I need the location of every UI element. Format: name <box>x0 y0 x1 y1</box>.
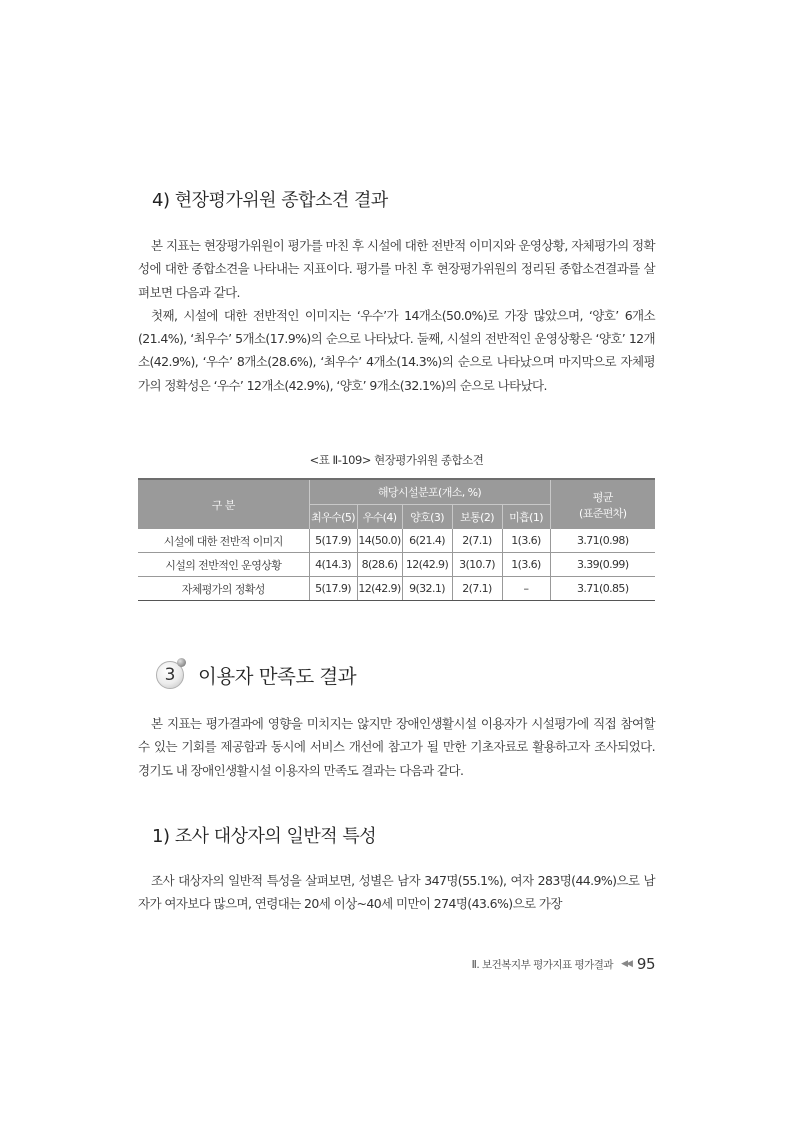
paragraph: 조사 대상자의 일반적 특성을 살펴보면, 성별은 남자 347명(55.1%), 여자 283명(44.9%)으로 남자가 여자보다 많으며, 연령대는 20세 이상~40세 미만이 274명(43.6%)으로 가장 <box>138 873 655 912</box>
section3-body <box>138 712 655 782</box>
table-cell: 12(42.9) <box>402 553 452 577</box>
page-footer <box>472 955 655 973</box>
table-cell: 9(32.1) <box>402 577 452 601</box>
header-average <box>550 479 655 529</box>
section-number-badge <box>156 661 184 689</box>
table-cell: 1(3.6) <box>502 553 550 577</box>
average-cell: 3.71(0.85) <box>550 577 655 601</box>
header-col: 최우수(5) <box>309 505 357 530</box>
section-number: 3 <box>164 665 176 685</box>
paragraph: 본 지표는 현장평가위원이 평가를 마친 후 시설에 대한 전반적 이미지와 운영상황, 자체평가의 정확성에 대한 종합소견을 나타내는 지표이다. 평가를 마친 후 현장평가위원의 정리된 종합소견결과를 살펴보면 다음과 같다. <box>138 238 655 300</box>
table-cell: 3(10.7) <box>452 553 502 577</box>
table-cell: 2(7.1) <box>452 529 502 553</box>
table-cell: 5(17.9) <box>309 577 357 601</box>
section4-body <box>138 234 655 397</box>
row-label: 시설에 대한 전반적 이미지 <box>138 529 309 553</box>
header-col: 미흡(1) <box>502 505 550 530</box>
page-number: 95 <box>636 955 655 973</box>
header-average-line2: (표준편차) <box>579 506 627 520</box>
table-cell: 8(28.6) <box>357 553 402 577</box>
table-row <box>138 529 655 553</box>
section-heading-3 <box>156 659 356 691</box>
table-row <box>138 577 655 601</box>
table-cell: 5(17.9) <box>309 529 357 553</box>
header-distribution: 해당시설분포(개소, %) <box>309 479 550 505</box>
double-arrow-left-icon: ◀◀ <box>621 959 631 969</box>
section-title: 이용자 만족도 결과 <box>198 665 357 688</box>
average-cell: 3.71(0.98) <box>550 529 655 553</box>
table-row <box>138 553 655 577</box>
row-label: 시설의 전반적인 운영상황 <box>138 553 309 577</box>
paragraph: 첫째, 시설에 대한 전반적인 이미지는 ‘우수’가 14개소(50.0%)로 가장 많았으며, ‘양호’ 6개소(21.4%), ‘최우수’ 5개소(17.9%)의 순으로 나타났다. 둘째, 시설의 전반적인 운영상황은 ‘양호’ 12개소(42.9%), ‘우수’ 8개소(28.6%), ‘최우수’ 4개소(14.3%)의 순으로 나타났으며 마지막으로 자체평가의 정확성은 ‘우수’ 12개소(42.9%), ‘양호’ 9개소(32.1%)의 순으로 나타났다. <box>138 307 655 393</box>
paragraph: 본 지표는 평가결과에 영향을 미치지는 않지만 장애인생활시설 이용자가 시설평가에 직접 참여할 수 있는 기회를 제공함과 동시에 서비스 개선에 참고가 될 만한 기초자료로 활용하고자 조사되었다. 경기도 내 장애인생활시설 이용자의 만족도 결과는 다음과 같다. <box>138 716 655 778</box>
table-cell: 2(7.1) <box>452 577 502 601</box>
running-title: Ⅱ. 보건복지부 평가지표 평가결과 <box>471 958 614 971</box>
table-cell: 14(50.0) <box>357 529 402 553</box>
table-cell: 6(21.4) <box>402 529 452 553</box>
subsection1-body <box>138 869 655 916</box>
badge-dot-icon <box>177 658 186 667</box>
table-cell: 1(3.6) <box>502 529 550 553</box>
table-cell: – <box>502 577 550 601</box>
table-cell: 12(42.9) <box>357 577 402 601</box>
header-col: 양호(3) <box>402 505 452 530</box>
opinion-table <box>138 478 655 601</box>
header-category: 구 분 <box>138 479 309 529</box>
section-heading-4: 4) 현장평가위원 종합소견 결과 <box>152 190 388 211</box>
header-col: 우수(4) <box>357 505 402 530</box>
table-caption: <표 Ⅱ-109> 현장평가위원 종합소견 <box>309 453 484 467</box>
table-cell: 4(14.3) <box>309 553 357 577</box>
subsection-heading-1: 1) 조사 대상자의 일반적 특성 <box>152 826 377 847</box>
header-col: 보통(2) <box>452 505 502 530</box>
row-label: 자체평가의 정확성 <box>138 577 309 601</box>
header-average-line1: 평균 <box>592 490 613 504</box>
average-cell: 3.39(0.99) <box>550 553 655 577</box>
